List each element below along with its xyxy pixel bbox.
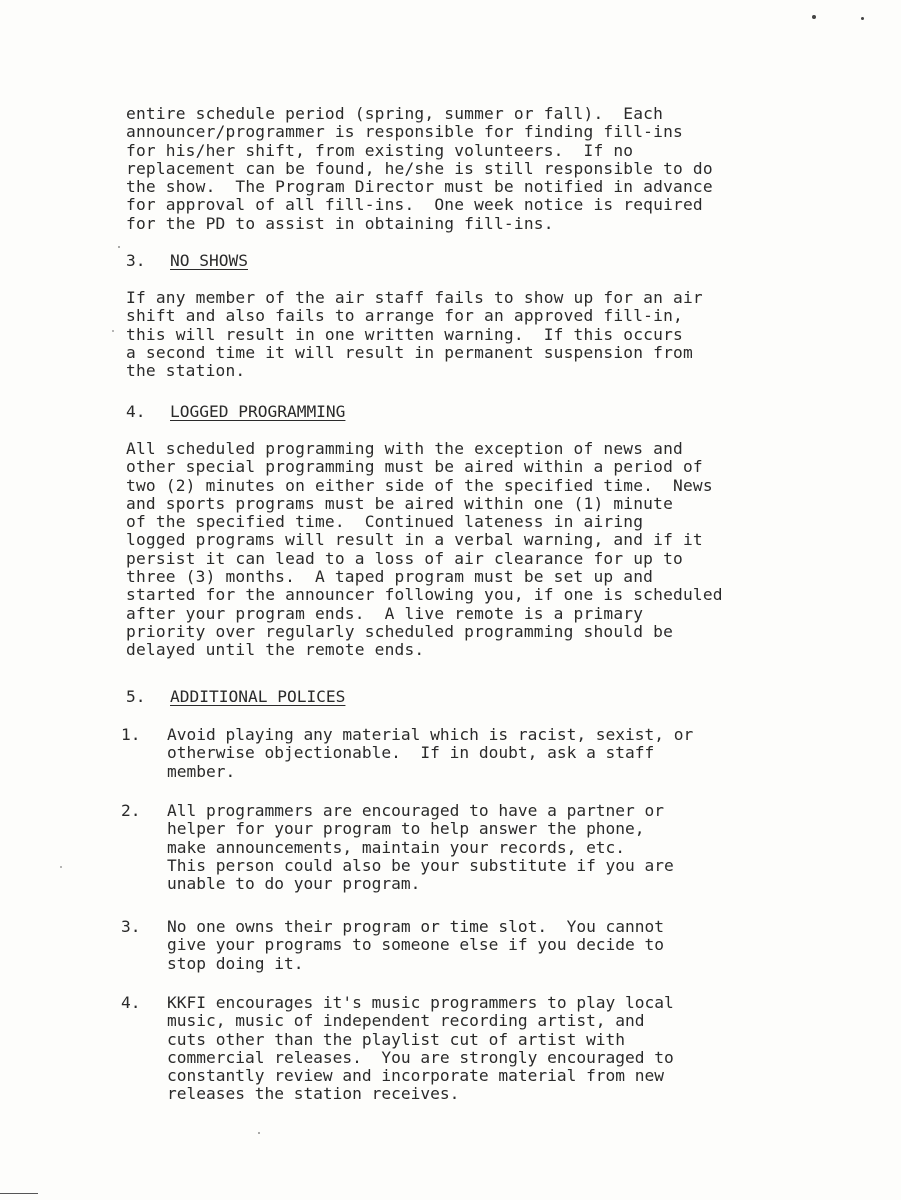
text-line: member. bbox=[167, 761, 236, 781]
no-shows-paragraph bbox=[126, 289, 836, 380]
logged-programming-paragraph bbox=[126, 440, 836, 660]
text-line: persist it can lead to a loss of air clearance for up to bbox=[126, 548, 683, 568]
text-line: the show. The Program Director must be notified in advance bbox=[126, 177, 713, 197]
text-line: Avoid playing any material which is racist, sexist, or bbox=[167, 725, 694, 744]
text-line: the station. bbox=[126, 361, 246, 381]
text-line: for the PD to assist in obtaining fill-ins. bbox=[126, 213, 554, 233]
text-line: All programmers are encouraged to have a partner or bbox=[167, 801, 665, 820]
text-line: for approval of all fill-ins. One week notice is required bbox=[126, 195, 703, 215]
text-line: other special programming must be aired within a period of bbox=[126, 457, 703, 477]
scan-speck bbox=[60, 866, 62, 868]
text-line: and sports programs must be aired within one (1) minute bbox=[126, 493, 674, 513]
text-line: started for the announcer following you, if one is scheduled bbox=[126, 585, 723, 605]
text-line: replacement can be found, he/she is still responsible to do bbox=[126, 158, 713, 178]
intro-paragraph bbox=[126, 105, 836, 233]
text-line: This person could also be your substitute if you are bbox=[167, 855, 674, 875]
text-line: for his/her shift, from existing volunteers. If no bbox=[126, 140, 634, 160]
text-line: KKFI encourages it's music programmers to play local bbox=[167, 993, 674, 1012]
scan-speck bbox=[861, 17, 864, 20]
section-title: NO SHOWS bbox=[170, 251, 248, 270]
text-line: If any member of the air staff fails to show up for an air bbox=[126, 288, 703, 307]
item-number: 1. bbox=[121, 725, 141, 744]
text-line: commercial releases. You are strongly encouraged to bbox=[167, 1047, 674, 1067]
section-number: 4. bbox=[126, 402, 146, 421]
scan-speck bbox=[112, 330, 114, 332]
text-line: No one owns their program or time slot. You cannot bbox=[167, 917, 665, 936]
text-line: unable to do your program. bbox=[167, 874, 421, 894]
text-line: stop doing it. bbox=[167, 953, 304, 973]
text-line: give your programs to someone else if you decide to bbox=[167, 935, 665, 955]
text-line: delayed until the remote ends. bbox=[126, 640, 425, 660]
text-line: music, music of independent recording artist, and bbox=[167, 1011, 645, 1031]
text-line: two (2) minutes on either side of the specified time. News bbox=[126, 475, 713, 495]
scan-edge-line bbox=[0, 1193, 38, 1194]
text-line: after your program ends. A live remote is a primary bbox=[126, 603, 644, 623]
scan-speck bbox=[812, 15, 816, 19]
section-number: 5. bbox=[126, 687, 146, 706]
section-title: ADDITIONAL POLICES bbox=[170, 687, 346, 706]
text-line: a second time it will result in permanent suspension from bbox=[126, 342, 693, 362]
text-line: this will result in one written warning. If this occurs bbox=[126, 324, 683, 344]
scan-speck bbox=[258, 1132, 260, 1134]
section-title: LOGGED PROGRAMMING bbox=[170, 402, 346, 421]
text-line: announcer/programmer is responsible for finding fill-ins bbox=[126, 122, 683, 142]
text-line: constantly review and incorporate material from new bbox=[167, 1066, 665, 1086]
text-line: otherwise objectionable. If in doubt, ask a staff bbox=[167, 743, 655, 763]
section-number: 3. bbox=[126, 251, 146, 270]
text-line: three (3) months. A taped program must be set up and bbox=[126, 567, 654, 587]
item-number: 2. bbox=[121, 801, 141, 820]
text-line: shift and also fails to arrange for an approved fill-in, bbox=[126, 306, 683, 326]
text-line: priority over regularly scheduled programming should be bbox=[126, 621, 674, 641]
item-number: 3. bbox=[121, 917, 141, 936]
text-line: logged programs will result in a verbal warning, and if it bbox=[126, 530, 703, 550]
text-line: of the specified time. Continued lateness in airing bbox=[126, 512, 644, 532]
text-line: All scheduled programming with the exception of news and bbox=[126, 439, 683, 458]
item-number: 4. bbox=[121, 993, 141, 1012]
text-line: helper for your program to help answer the phone, bbox=[167, 819, 645, 839]
text-line: releases the station receives. bbox=[167, 1084, 460, 1104]
section-heading-additional-polices bbox=[126, 688, 345, 706]
text-line: make announcements, maintain your records, etc. bbox=[167, 837, 626, 857]
section-heading-logged-programming bbox=[126, 403, 345, 421]
text-line: cuts other than the playlist cut of artist with bbox=[167, 1029, 626, 1049]
text-line: entire schedule period (spring, summer or fall). Each bbox=[126, 104, 664, 123]
scan-speck bbox=[118, 246, 120, 248]
section-heading-no-shows bbox=[126, 252, 248, 270]
